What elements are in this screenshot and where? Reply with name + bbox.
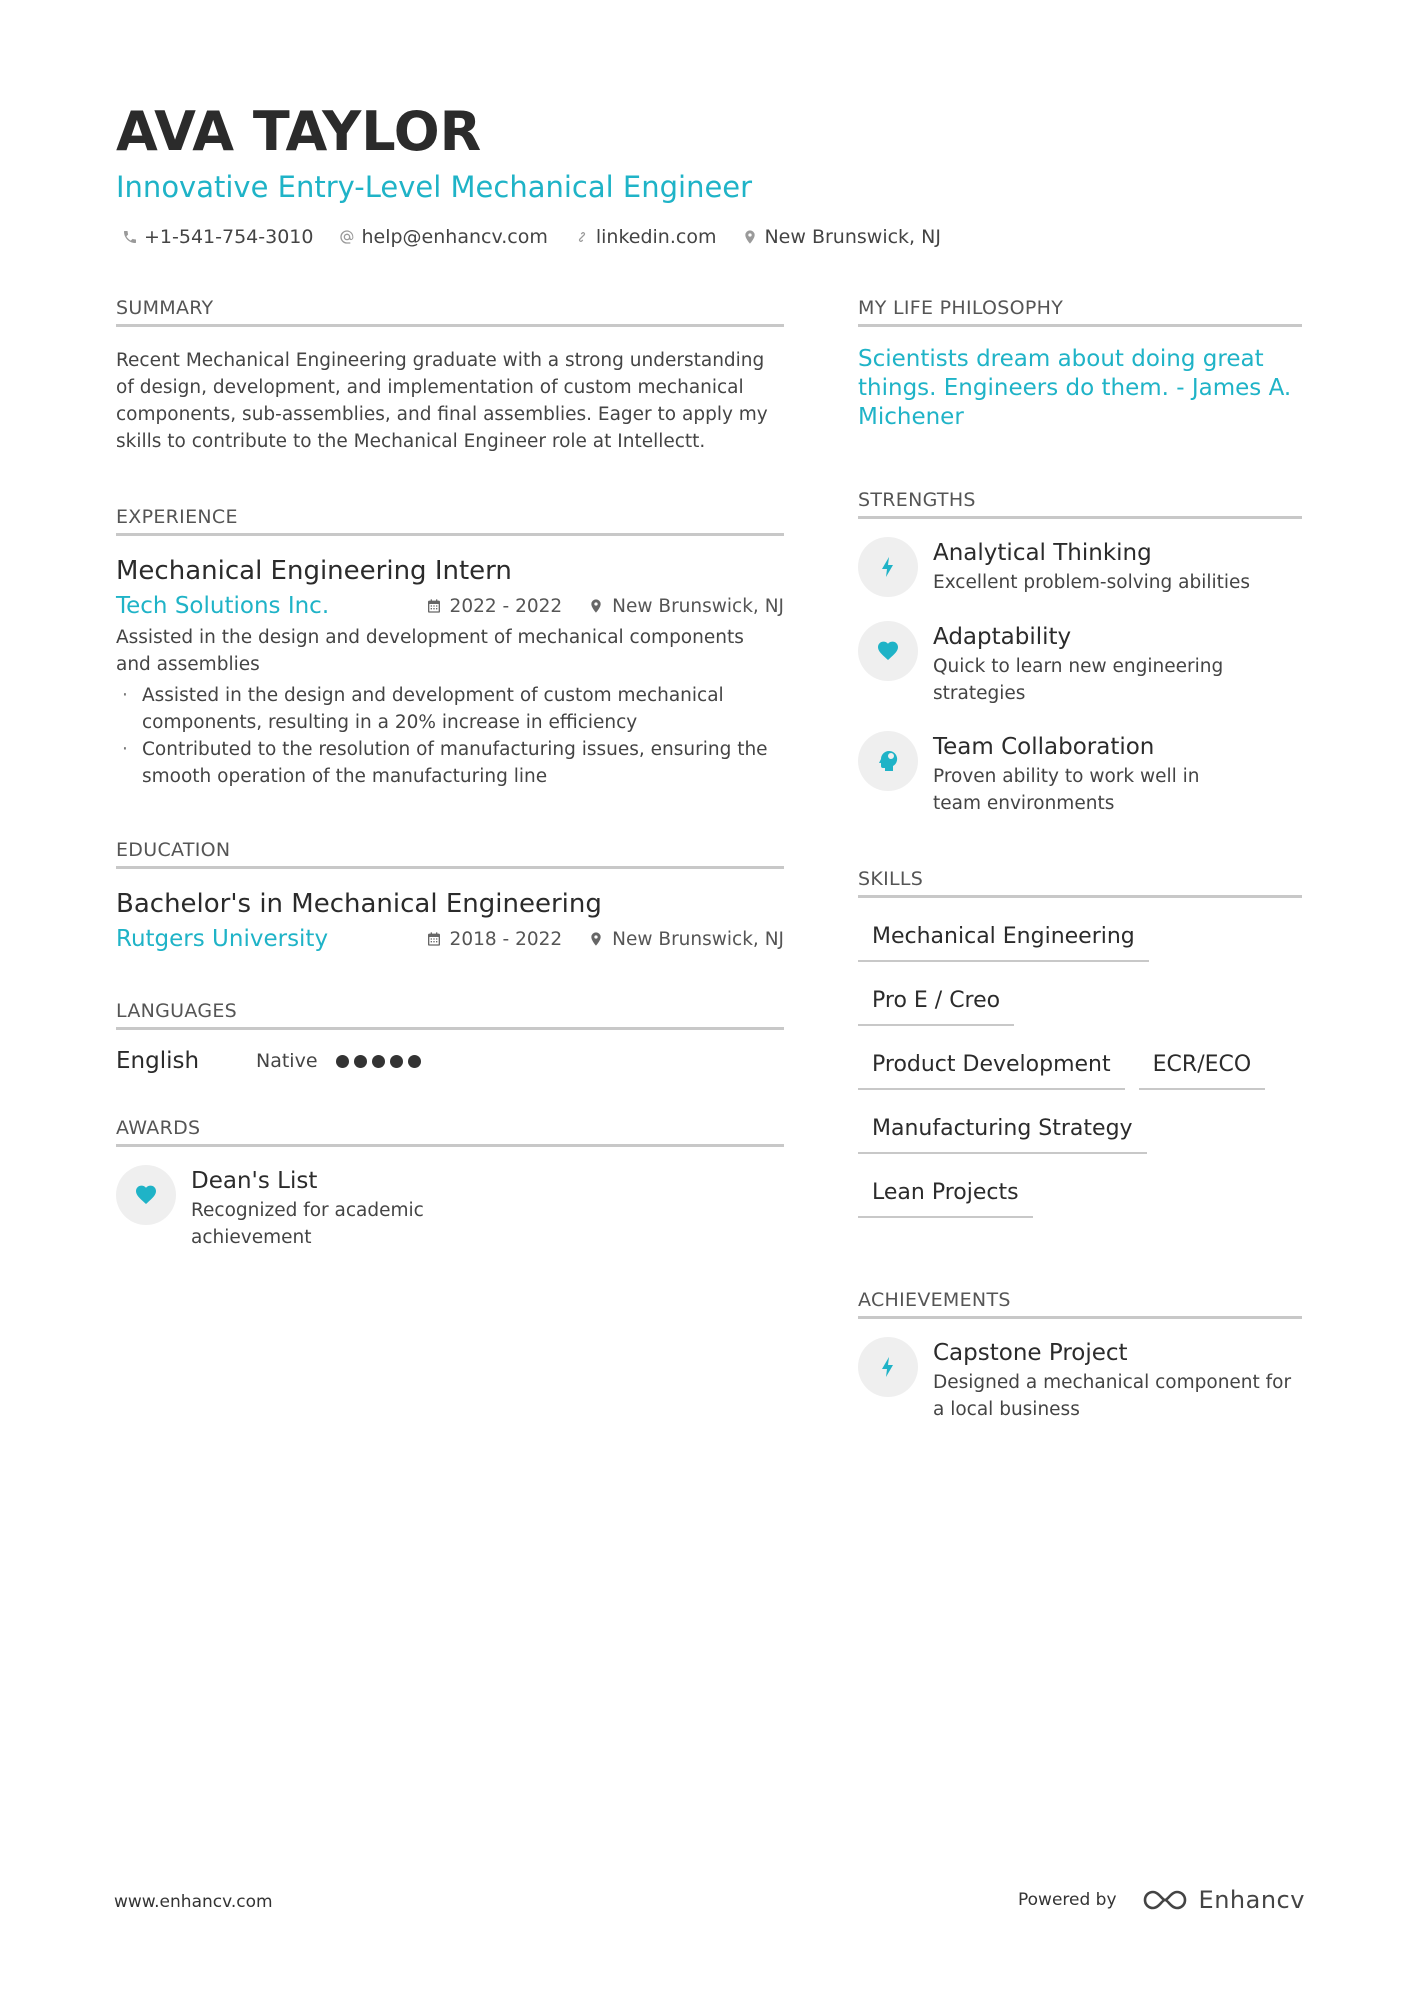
education-dates [426, 929, 563, 950]
section-title: EDUCATION [116, 838, 784, 869]
summary-section [116, 296, 784, 455]
language-row [116, 1048, 784, 1074]
philosophy-section [858, 296, 1302, 432]
job-bullets [116, 682, 784, 790]
section-title: ACHIEVEMENTS [858, 1288, 1302, 1319]
heart-icon [134, 1183, 158, 1207]
head-gear-icon [876, 749, 900, 773]
strength-title: Analytical Thinking [933, 540, 1152, 566]
section-title: MY LIFE PHILOSOPHY [858, 296, 1302, 327]
education-dates-text: 2018 - 2022 [449, 928, 563, 950]
job-title: Mechanical Engineering Intern [116, 556, 512, 586]
strength-item [858, 537, 1302, 597]
location-pin-icon [742, 229, 758, 245]
heart-icon [876, 639, 900, 663]
strength-title: Adaptability [933, 624, 1072, 650]
skill-tag: ECR/ECO [1139, 1044, 1266, 1090]
brand-name: Enhancv [1198, 1886, 1305, 1914]
award-icon-badge [116, 1165, 176, 1225]
experience-entry [116, 554, 784, 790]
job-meta-row [116, 590, 784, 622]
job-location [588, 596, 784, 617]
contact-phone[interactable] [122, 224, 313, 250]
job-bullet: · Contributed to the resolution of manufacturing issues, ensuring the smooth operation of the manufacturing line [116, 736, 784, 790]
job-location-text: New Brunswick, NJ [612, 595, 784, 617]
left-column [116, 296, 784, 1251]
section-title: EXPERIENCE [116, 505, 784, 536]
job-bullet: · Assisted in the design and development of custom mechanical components, resulting in a 20% increase in efficiency [116, 682, 784, 736]
brand-logo[interactable] [1141, 1886, 1305, 1914]
skills-list [858, 898, 1302, 1218]
strength-title: Team Collaboration [933, 734, 1155, 760]
experience-section [116, 505, 784, 790]
strength-content [933, 731, 1253, 817]
calendar-icon [426, 598, 442, 614]
strengths-section [858, 488, 1302, 817]
education-location [588, 929, 784, 950]
strength-content [933, 537, 1250, 596]
award-title: Dean's List [191, 1168, 318, 1194]
languages-section [116, 999, 784, 1074]
job-dates-text: 2022 - 2022 [449, 595, 563, 617]
skill-tag: Mechanical Engineering [858, 916, 1149, 962]
footer-website[interactable]: www.enhancv.com [114, 1892, 273, 1912]
strength-description: Proven ability to work well in team environments [933, 766, 1200, 814]
email-text: help@enhancv.com [361, 226, 548, 248]
job-meta [400, 596, 784, 617]
job-description: Assisted in the design and development of mechanical components and assemblies [116, 627, 744, 675]
proficiency-dot [354, 1055, 367, 1068]
achievement-icon-badge [858, 1337, 918, 1397]
summary-text: Recent Mechanical Engineering graduate with a strong understanding of design, development, and implementation of custom mechanical components, sub-assemblies, and final assemblies. Eager to apply my skills to contribute to the Mechanical Engineer role at Intellectt. [116, 350, 768, 452]
location-pin-icon [588, 931, 604, 947]
award-item [116, 1165, 784, 1251]
proficiency-dot [390, 1055, 403, 1068]
location-pin-icon [588, 598, 604, 614]
bolt-icon [876, 1355, 900, 1379]
strength-icon-badge [858, 731, 918, 791]
strength-description: Excellent problem-solving abilities [933, 572, 1251, 593]
strength-item [858, 621, 1302, 707]
achievement-title: Capstone Project [933, 1340, 1128, 1366]
education-location-text: New Brunswick, NJ [612, 928, 784, 950]
calendar-icon [426, 931, 442, 947]
award-content [191, 1165, 451, 1251]
job-dates [426, 596, 563, 617]
school-name: Rutgers University [116, 926, 329, 952]
achievement-item [858, 1337, 1302, 1423]
strength-content [933, 621, 1253, 707]
strength-icon-badge [858, 537, 918, 597]
section-title: SUMMARY [116, 296, 784, 327]
contact-location [742, 224, 940, 250]
link-icon [574, 229, 590, 245]
proficiency-dot [336, 1055, 349, 1068]
award-description: Recognized for academic achievement [191, 1200, 424, 1248]
skill-tag: Product Development [858, 1044, 1125, 1090]
linkedin-text: linkedin.com [595, 226, 717, 248]
achievements-section [858, 1288, 1302, 1423]
bolt-icon [876, 555, 900, 579]
candidate-name: AVA TAYLOR [116, 100, 482, 163]
language-level: Native [256, 1050, 318, 1072]
location-text: New Brunswick, NJ [764, 226, 941, 248]
proficiency-dots [336, 1055, 426, 1068]
philosophy-quote: Scientists dream about doing great things. Engineers do them. - James A. Michener [858, 346, 1292, 430]
powered-by-text: Powered by [1018, 1890, 1117, 1910]
education-entry [116, 887, 784, 955]
at-icon [339, 229, 355, 245]
section-title: LANGUAGES [116, 999, 784, 1030]
candidate-headline: Innovative Entry-Level Mechanical Engineer [116, 170, 753, 204]
degree-title: Bachelor's in Mechanical Engineering [116, 889, 602, 919]
skills-section [858, 867, 1302, 1218]
skill-tag: Lean Projects [858, 1172, 1033, 1218]
phone-icon [122, 229, 138, 245]
strength-icon-badge [858, 621, 918, 681]
right-column [858, 296, 1302, 1423]
enhancv-logo-icon [1141, 1887, 1189, 1913]
section-title: STRENGTHS [858, 488, 1302, 519]
awards-section [116, 1116, 784, 1251]
skill-tag: Pro E / Creo [858, 980, 1014, 1026]
education-meta [400, 929, 784, 950]
skill-tag: Manufacturing Strategy [858, 1108, 1147, 1154]
strength-item [858, 731, 1302, 817]
proficiency-dot [372, 1055, 385, 1068]
language-name: English [116, 1048, 200, 1074]
contact-bar [122, 224, 967, 250]
contact-linkedin[interactable] [574, 224, 717, 250]
section-title: SKILLS [858, 867, 1302, 898]
achievement-description: Designed a mechanical component for a local business [933, 1372, 1292, 1420]
company-name: Tech Solutions Inc. [116, 593, 330, 619]
footer-powered-by [1018, 1886, 1305, 1914]
education-meta-row [116, 923, 784, 955]
education-section [116, 838, 784, 955]
proficiency-dot [408, 1055, 421, 1068]
phone-text: +1-541-754-3010 [144, 226, 314, 248]
achievement-content [933, 1337, 1302, 1423]
section-title: AWARDS [116, 1116, 784, 1147]
contact-email[interactable] [339, 224, 547, 250]
strength-description: Quick to learn new engineering strategies [933, 656, 1224, 704]
